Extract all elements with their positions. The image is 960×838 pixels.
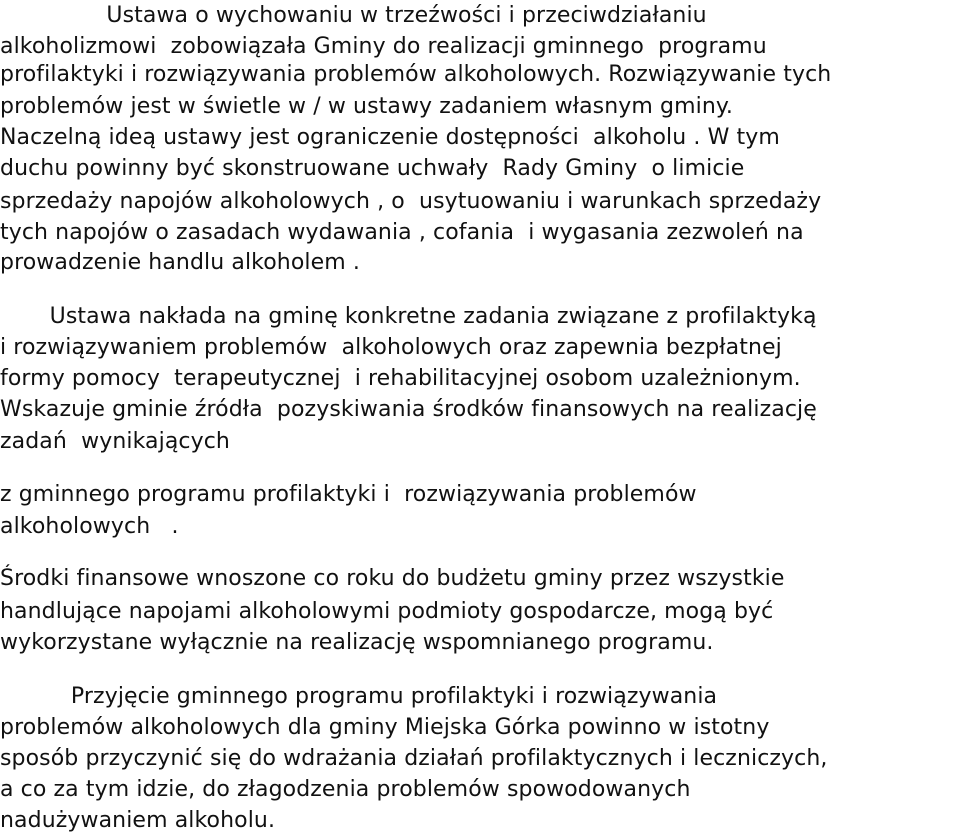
text-line: Środki finansowe wnoszone co roku do budżetu gminy przez wszystkie [0,566,785,591]
text-line: Wskazuje gminie źródła pozyskiwania środków finansowych na realizację [0,397,817,422]
text-line: Ustawa o wychowaniu w trzeźwości i przeciwdziałaniu [0,3,707,28]
text-line: formy pomocy terapeutycznej i rehabilitacyjnej osobom uzależnionym. [0,366,801,391]
text-line: Ustawa nakłada na gminę konkretne zadania związane z profilaktyką [0,304,817,329]
text-line: alkoholizmowi zobowiązała Gminy do realizacji gminnego programu [0,34,767,59]
text-line: i rozwiązywaniem problemów alkoholowych oraz zapewnia bezpłatnej [0,335,782,360]
text-line: a co za tym idzie, do złagodzenia problemów spowodowanych [0,777,691,802]
text-line: profilaktyki i rozwiązywania problemów alkoholowych. Rozwiązywanie tych [0,62,832,87]
text-line: sposób przyczynić się do wdrażania działań profilaktycznych i leczniczych, [0,746,828,771]
text-line: alkoholowych . [0,514,179,539]
text-line: Przyjęcie gminnego programu profilaktyki i rozwiązywania [0,684,718,709]
text-line: problemów alkoholowych dla gminy Miejska Górka powinno w istotny [0,715,770,740]
text-line: sprzedaży napojów alkoholowych , o usytuowaniu i warunkach sprzedaży [0,189,822,214]
text-line: zadań wynikających [0,429,230,454]
text-line: Naczelną ideą ustawy jest ograniczenie dostępności alkoholu . W tym [0,125,780,150]
text-line: nadużywaniem alkoholu. [0,808,276,833]
text-line: wykorzystane wyłącznie na realizację wspomnianego programu. [0,630,714,655]
text-line: problemów jest w świetle w / w ustawy zadaniem własnym gminy. [0,94,733,119]
text-line: duchu powinny być skonstruowane uchwały Rady Gminy o limicie [0,156,745,181]
text-line: handlujące napojami alkoholowymi podmioty gospodarcze, mogą być [0,599,774,624]
text-line: z gminnego programu profilaktyki i rozwiązywania problemów [0,482,697,507]
text-line: prowadzenie handlu alkoholem . [0,250,360,275]
text-line: tych napojów o zasadach wydawania , cofania i wygasania zezwoleń na [0,220,804,245]
